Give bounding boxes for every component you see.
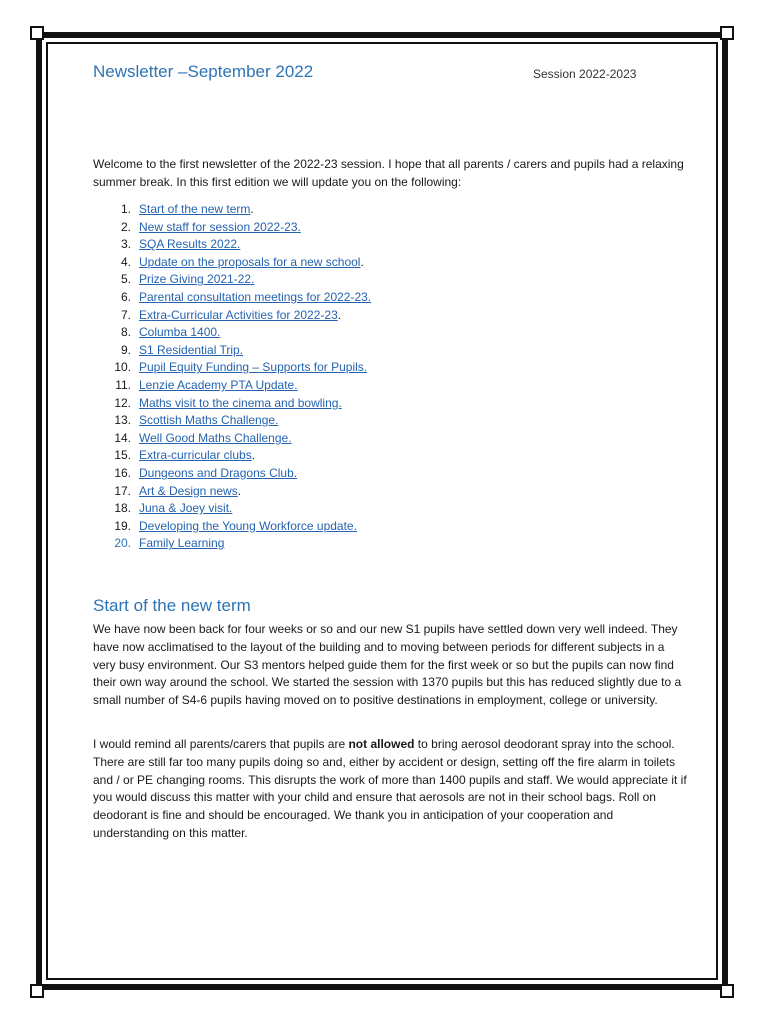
section-heading-start-of-term: Start of the new term: [93, 596, 251, 615]
toc-link[interactable]: Lenzie Academy PTA Update.: [139, 377, 298, 392]
toc-item-number: 12.: [114, 395, 131, 410]
toc-link[interactable]: Well Good Maths Challenge.: [139, 430, 292, 445]
toc-item-suffix: .: [237, 483, 242, 498]
toc-item-number: 2.: [120, 219, 131, 234]
toc-link[interactable]: Family Learning: [139, 536, 225, 551]
toc-item: [93, 271, 593, 289]
toc-item-suffix: .: [337, 307, 342, 322]
toc-item: [93, 201, 593, 219]
toc-link[interactable]: SQA Results 2022.: [139, 237, 241, 252]
toc-item: [93, 483, 593, 501]
toc-item: [93, 359, 593, 377]
toc-item: [93, 289, 593, 307]
para2-text-before: I would remind all parents/carers that pupils are: [93, 737, 349, 751]
toc-item-suffix: .: [360, 254, 364, 269]
toc-link[interactable]: Prize Giving 2021-22.: [139, 272, 255, 287]
toc-item-number: 19.: [114, 518, 131, 533]
toc-item-number: 3.: [120, 237, 131, 252]
border-corner-bottom-left: [30, 984, 44, 998]
toc-item-number: 10.: [114, 360, 131, 375]
toc-item-number: 1.: [120, 202, 131, 216]
toc-item: [93, 324, 593, 342]
toc-link[interactable]: Columba 1400.: [139, 325, 221, 340]
toc-link[interactable]: Start of the new term: [139, 202, 251, 216]
toc-item-number: 16.: [114, 465, 131, 480]
newsletter-title: Newsletter –September 2022: [93, 62, 314, 81]
toc-item: [93, 518, 593, 536]
toc-link[interactable]: Extra-Curricular Activities for 2022-23: [139, 307, 338, 322]
toc-item-suffix: .: [250, 202, 254, 216]
para2-text-after: to bring aerosol deodorant spray into the school. There are still far too many pupils doing so and, either by accident or design, setting off the fire alarm in toilets and / or PE changing rooms. This disrupts the work of more than 1400 pupils and staff. We would appreciate it if you would discuss this matter with your child and ensure that aerosols are not in their school bags. Roll on deodorant is fine and should be encouraged. We thank you in anticipation of your cooperation and understanding on this matter.: [93, 737, 687, 840]
toc-item: [93, 465, 593, 483]
toc-link[interactable]: Art & Design news: [139, 483, 238, 498]
table-of-contents: [93, 201, 593, 553]
toc-item: [93, 535, 593, 553]
toc-item-number: 14.: [114, 430, 131, 445]
border-corner-top-right: [720, 26, 734, 40]
toc-item-number: 18.: [114, 501, 131, 516]
toc-link[interactable]: Maths visit to the cinema and bowling.: [139, 395, 342, 410]
toc-item-number: 6.: [120, 289, 131, 304]
toc-item: [93, 377, 593, 395]
toc-link[interactable]: Extra-curricular clubs: [139, 448, 252, 463]
para2-bold-text: not allowed: [348, 737, 415, 751]
toc-link[interactable]: Scottish Maths Challenge.: [139, 413, 279, 428]
toc-item: [93, 500, 593, 518]
toc-link[interactable]: Developing the Young Workforce update.: [139, 518, 357, 533]
toc-item: [93, 342, 593, 360]
toc-item-number: 5.: [120, 272, 131, 287]
toc-item: [93, 236, 593, 254]
toc-link[interactable]: Update on the proposals for a new school: [139, 254, 361, 269]
toc-item: [93, 254, 593, 272]
toc-item-number: 17.: [114, 483, 131, 498]
toc-item-number: 9.: [120, 342, 131, 357]
border-corner-bottom-right: [720, 984, 734, 998]
toc-link[interactable]: Juna & Joey visit.: [139, 501, 233, 516]
toc-item-number: 11.: [115, 377, 131, 392]
toc-item: [93, 307, 593, 325]
section-paragraph-1: We have now been back for four weeks or so and our new S1 pupils have settled down very well indeed. They have now acclimatised to the layout of the building and to moving between periods for different subjects in a very busy environment. Our S3 mentors helped guide them for the first week or so but the pupils can now find their own way around the school. We started the session with 1370 pupils but this has reduced slightly due to a small number of S4-6 pupils having moved on to positive destinations in employment, college or university.: [93, 622, 682, 708]
toc-item-number: 13.: [114, 413, 131, 428]
toc-item: [93, 395, 593, 413]
toc-item: [93, 412, 593, 430]
toc-item-number: 8.: [120, 325, 131, 340]
toc-item-number: 20.: [114, 536, 131, 551]
toc-item: [93, 430, 593, 448]
toc-link[interactable]: New staff for session 2022-23.: [139, 219, 301, 234]
intro-paragraph: Welcome to the first newsletter of the 2022-23 session. I hope that all parents / carers and pupils had a relaxing summer break. In this first edition we will update you on the following:: [93, 157, 684, 189]
toc-item: [93, 447, 593, 465]
toc-item-number: 15.: [114, 448, 131, 463]
toc-link[interactable]: Parental consultation meetings for 2022-23.: [139, 289, 372, 304]
toc-item-number: 7.: [120, 307, 131, 322]
toc-item: [93, 219, 593, 237]
section-paragraph-2: [93, 736, 689, 843]
toc-link[interactable]: Dungeons and Dragons Club.: [139, 465, 298, 480]
toc-link[interactable]: S1 Residential Trip.: [139, 342, 244, 357]
border-corner-top-left: [30, 26, 44, 40]
toc-item-number: 4.: [120, 254, 131, 269]
session-label: Session 2022-2023: [533, 67, 637, 81]
toc-link[interactable]: Pupil Equity Funding – Supports for Pupils.: [139, 360, 368, 375]
toc-item-suffix: .: [251, 448, 256, 463]
